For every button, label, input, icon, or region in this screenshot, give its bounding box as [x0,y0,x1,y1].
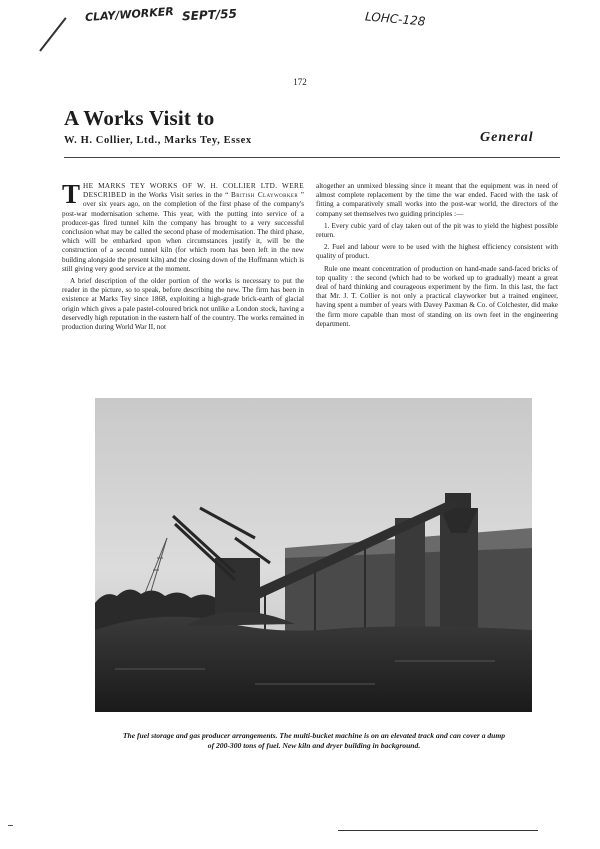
margin-mark [8,825,13,826]
works-photograph [95,398,532,712]
pen-stroke-mark [39,17,66,51]
publication-name: British Clayworker [231,191,299,200]
right-paragraph-1: altogether an unmixed blessing since it meant that the equipment was in need of almost complete replacement by the time the war ended. Faced with the task of fitting a comparatively small works into the post-war world, the directors of the company set themselves two guiding principles :— [316,182,558,218]
article-subtitle: W. H. Collier, Ltd., Marks Tey, Essex [64,135,252,146]
lead-in-smallcaps: HE MARKS TEY WORKS OF W. H. COLLIER LTD. WERE DESCRIBED [83,182,304,200]
left-paragraph-1 [62,179,304,274]
handwritten-annotation-publication: CLAY/WORKER [84,4,175,25]
left-paragraph-2: A brief description of the older portion of the works is necessary to put the reader in the picture, so to speak, before describing the new. The firm has been in existence at Marks Tey since 1868, exploiting a high-grade brick-earth of glacial origin which gives a pale pastel-coloured brick not unlike a London stock, having a deservedly high reputation in the eastern half of the country. The works remained in production during World War II, not [62,277,304,332]
header-rule [64,157,560,158]
right-paragraph-2: 1. Every cubic yard of clay taken out of the pit was to yield the highest possible return. [316,221,558,240]
drop-cap: T [62,179,81,209]
article-headline: A Works Visit to [64,106,215,130]
handwritten-annotation-reference: LOHC-128 [364,9,426,29]
left-paragraph-1-text-b: ” over six years ago, on the completion of the first phase of the company's post-war modernisation scheme. This year, with the putting into service of a producer-gas fired tunnel kiln the company has brought to a very successful conclusion what may be called the second phase of modernisation. The third phase, which will be embarked upon when circumstances justify it, will be the construction of a second tunnel kiln (for which room has been left in the new building alongside the present kiln) and the closing down of the Hoffmann which is still giving very good service at the moment. [62,191,304,273]
right-paragraph-4: Rule one meant concentration of production on hand-made sand-faced bricks of top quality : the second (which had to be worked up to gradually) meant a great deal of hard thinking and courageous experiment by the firm. In this last, the fact that Mr. J. T. Collier is not only a practical clayworker but a trained engineer, having spent a number of years with Davey Paxman & Co. of Colchester, did make the firm more capable than most of standing on its own feet in the engineering department. [316,264,558,328]
page-number: 172 [293,77,307,87]
section-tag: General [480,130,534,145]
footer-rule [338,830,538,831]
left-paragraph-1-text-a: in the Works Visit series in the “ [126,191,232,200]
photo-caption [92,731,536,751]
left-column [62,179,304,335]
handwritten-annotation-date: SEPT/55 [181,6,238,24]
photo-caption-line-1: The fuel storage and gas producer arrangements. The multi-bucket machine is on an elevated track and can cover a dump [122,731,506,740]
right-paragraph-3: 2. Fuel and labour were to be used with the highest efficiency consistent with quality of product. [316,243,558,261]
right-column [316,182,558,332]
photo-caption-line-2: of 200-300 tons of fuel. New kiln and dryer building in background. [207,741,421,750]
